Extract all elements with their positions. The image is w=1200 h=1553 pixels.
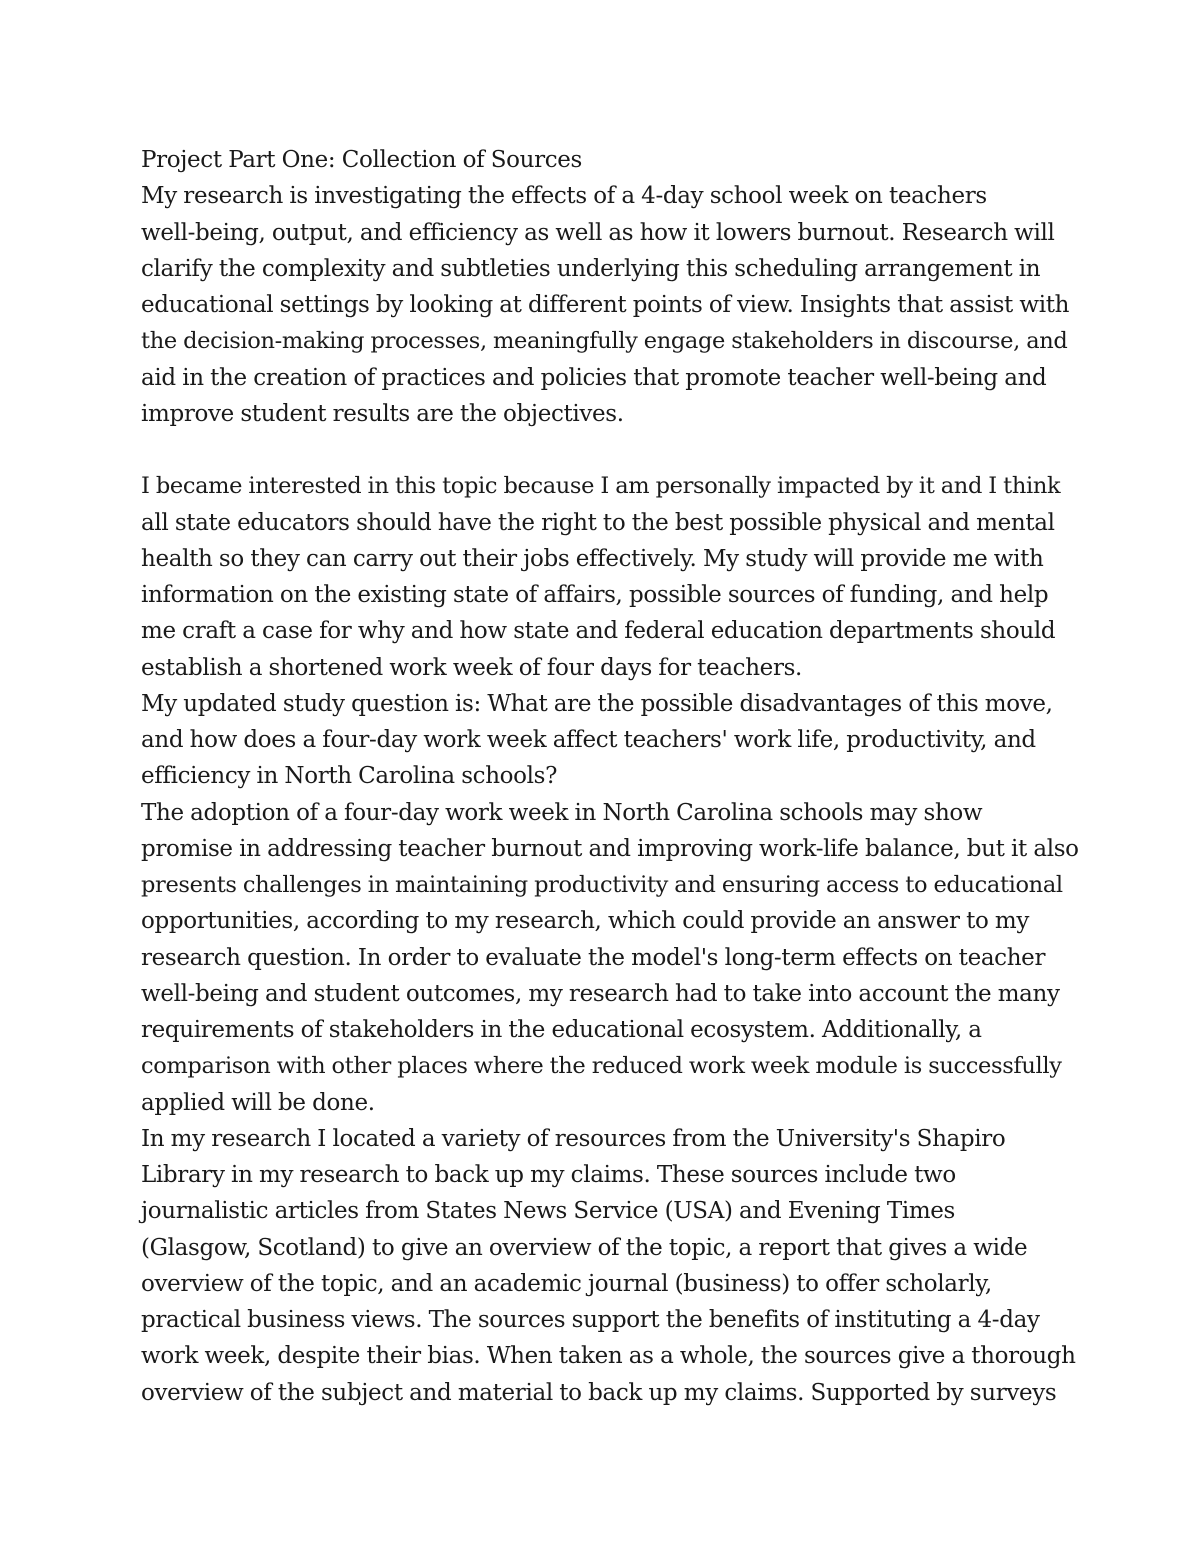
text-line: the decision-making processes, meaningfully engage stakeholders in discourse, and (141, 328, 1068, 355)
text-line: well-being, output, and efficiency as well as how it lowers burnout. Research will (141, 219, 1055, 246)
text-line: presents challenges in maintaining productivity and ensuring access to educational (141, 872, 1063, 898)
text-line: comparison with other places where the reduced work week module is successfully (141, 1053, 1062, 1080)
text-line: health so they can carry out their jobs effectively. My study will provide me with (141, 545, 1044, 572)
text-line: and how does a four-day work week affect teachers' work life, productivity, and (141, 727, 1036, 753)
text-line: aid in the creation of practices and policies that promote teacher well-being and (141, 364, 1047, 391)
text-line: information on the existing state of affairs, possible sources of funding, and help (141, 582, 1049, 608)
text-line: me craft a case for why and how state and federal education departments should (141, 618, 1056, 645)
text-line: overview of the topic, and an academic journal (business) to offer scholarly, (141, 1270, 992, 1297)
text-line: I became interested in this topic because I am personally impacted by it and I think (141, 473, 1061, 500)
text-line: well-being and student outcomes, my research had to take into account the many (141, 980, 1060, 1007)
text-line: In my research I located a variety of resources from the University's Shapiro (141, 1125, 1006, 1152)
document-body (141, 142, 1081, 1411)
text-line: The adoption of a four-day work week in North Carolina schools may show (141, 799, 983, 826)
text-line: Library in my research to back up my claims. These sources include two (141, 1162, 956, 1188)
text-line: clarify the complexity and subtleties underlying this scheduling arrangement in (141, 255, 1041, 282)
text-line: establish a shortened work week of four days for teachers. (141, 654, 803, 681)
text-line: educational settings by looking at different points of view. Insights that assist with (141, 292, 1070, 318)
text-line: promise in addressing teacher burnout and improving work-life balance, but it also (141, 835, 1079, 862)
text-line: efficiency in North Carolina schools? (141, 763, 558, 790)
document-title: Project Part One: Collection of Sources (141, 147, 582, 173)
text-line: My updated study question is: What are the possible disadvantages of this move, (141, 690, 1053, 717)
text-line: improve student results are the objectives. (141, 400, 624, 427)
text-line: My research is investigating the effects of a 4-day school week on teachers (141, 183, 987, 210)
text-line: work week, despite their bias. When taken as a whole, the sources give a thorough (141, 1343, 1076, 1370)
text-line: practical business views. The sources support the benefits of instituting a 4-day (141, 1307, 1040, 1333)
text-line: applied will be done. (141, 1089, 375, 1116)
text-line: (Glasgow, Scotland) to give an overview of the topic, a report that gives a wide (141, 1234, 1028, 1261)
text-line: requirements of stakeholders in the educational ecosystem. Additionally, a (141, 1017, 982, 1043)
text-line: all state educators should have the right to the best possible physical and mental (141, 509, 1055, 536)
text-line: journalistic articles from States News Service (USA) and Evening Times (141, 1198, 955, 1225)
text-line: overview of the subject and material to back up my claims. Supported by surveys (141, 1379, 1057, 1406)
text-line: opportunities, according to my research, which could provide an answer to my (141, 908, 1030, 935)
text-line: research question. In order to evaluate the model's long-term effects on teacher (141, 944, 1046, 971)
blank-line (141, 432, 1081, 468)
